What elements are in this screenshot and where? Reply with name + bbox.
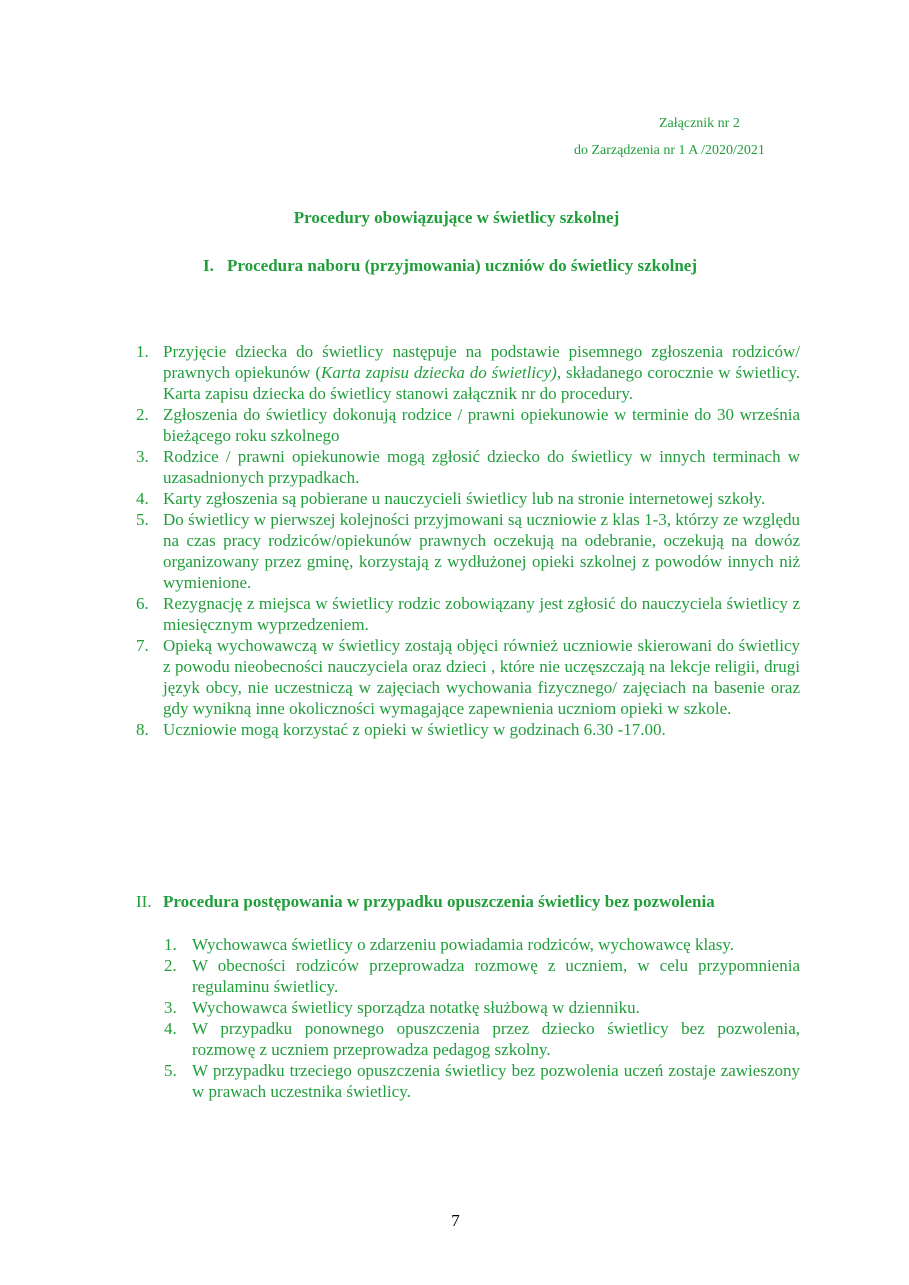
section-1-heading (203, 256, 697, 276)
list-item: 4. Karty zgłoszenia są pobierane u nauczycieli świetlicy lub na stronie internetowej szkoły. (136, 489, 766, 508)
annex-label: Załącznik nr 2 (659, 116, 740, 131)
section-2-list (164, 934, 800, 1102)
section-1-title: Procedura naboru (przyjmowania) uczniów do świetlicy szkolnej (227, 256, 697, 275)
list-item: 5. Do świetlicy w pierwszej kolejności przyjmowani są uczniowie z klas 1-3, którzy ze względu na czas pracy rodziców/opiekunów prawnych oczekują na odebranie, oczekują na dowóz organizowany przez gminę, korzystają z wydłużonej opieki szkolnej z powodów innych niż wymienione. (136, 510, 800, 592)
list-item: 3. Wychowawca świetlicy sporządza notatkę służbową w dzienniku. (164, 998, 640, 1017)
annex-reference: do Zarządzenia nr 1 A /2020/2021 (574, 143, 765, 158)
list-item: 2. W obecności rodziców przeprowadza rozmowę z uczniem, w celu przypomnienia regulaminu świetlicy. (164, 956, 800, 996)
list-item: 5. W przypadku trzeciego opuszczenia świetlicy bez pozwolenia uczeń zostaje zawieszony w prawach uczestnika świetlicy. (164, 1061, 800, 1101)
section-1-list (136, 341, 800, 740)
section-1-number: I. (203, 256, 214, 275)
document-title: Procedury obowiązujące w świetlicy szkolnej (293, 208, 620, 227)
section-2-title: Procedura postępowania w przypadku opuszczenia świetlicy bez pozwolenia (163, 892, 715, 911)
list-item: 7. Opieką wychowawczą w świetlicy zostają objęci również uczniowie skierowani do świetlicy z powodu nieobecności nauczyciela oraz dzieci , które nie uczęszczają na lekcje religii, drugi język obcy, nie uczestniczą w zajęciach wychowania fizycznego/ zajęciach na basenie oraz gdy wynikną inne okoliczności wymagające zapewnienia uczniom opieki w szkole. (136, 636, 800, 718)
list-item: 6. Rezygnację z miejsca w świetlicy rodzic zobowiązany jest zgłosić do nauczyciela świetlicy z miesięcznym wyprzedzeniem. (136, 594, 800, 634)
list-item: 1. Przyjęcie dziecka do świetlicy następuje na podstawie pisemnego zgłoszenia rodziców/ prawnych opiekunów (Karta zapisu dziecka do świetlicy), składanego corocznie w świetlicy. Karta zapisu dziecka do świetlicy stanowi załącznik nr do procedury. (136, 342, 800, 403)
section-2-number: II. (136, 892, 152, 911)
page-number: 7 (451, 1211, 460, 1230)
list-item: 1. Wychowawca świetlicy o zdarzeniu powiadamia rodziców, wychowawcę klasy. (164, 935, 734, 954)
list-item: 4. W przypadku ponownego opuszczenia przez dziecko świetlicy bez pozwolenia, rozmowę z uczniem przeprowadza pedagog szkolny. (164, 1019, 800, 1059)
list-item: 2. Zgłoszenia do świetlicy dokonują rodzice / prawni opiekunowie w terminie do 30 września bieżącego roku szkolnego (136, 405, 800, 445)
list-item: 8. Uczniowie mogą korzystać z opieki w świetlicy w godzinach 6.30 -17.00. (136, 720, 666, 739)
section-2-heading (136, 892, 715, 912)
list-item: 3. Rodzice / prawni opiekunowie mogą zgłosić dziecko do świetlicy w innych terminach w uzasadnionych przypadkach. (136, 447, 800, 487)
